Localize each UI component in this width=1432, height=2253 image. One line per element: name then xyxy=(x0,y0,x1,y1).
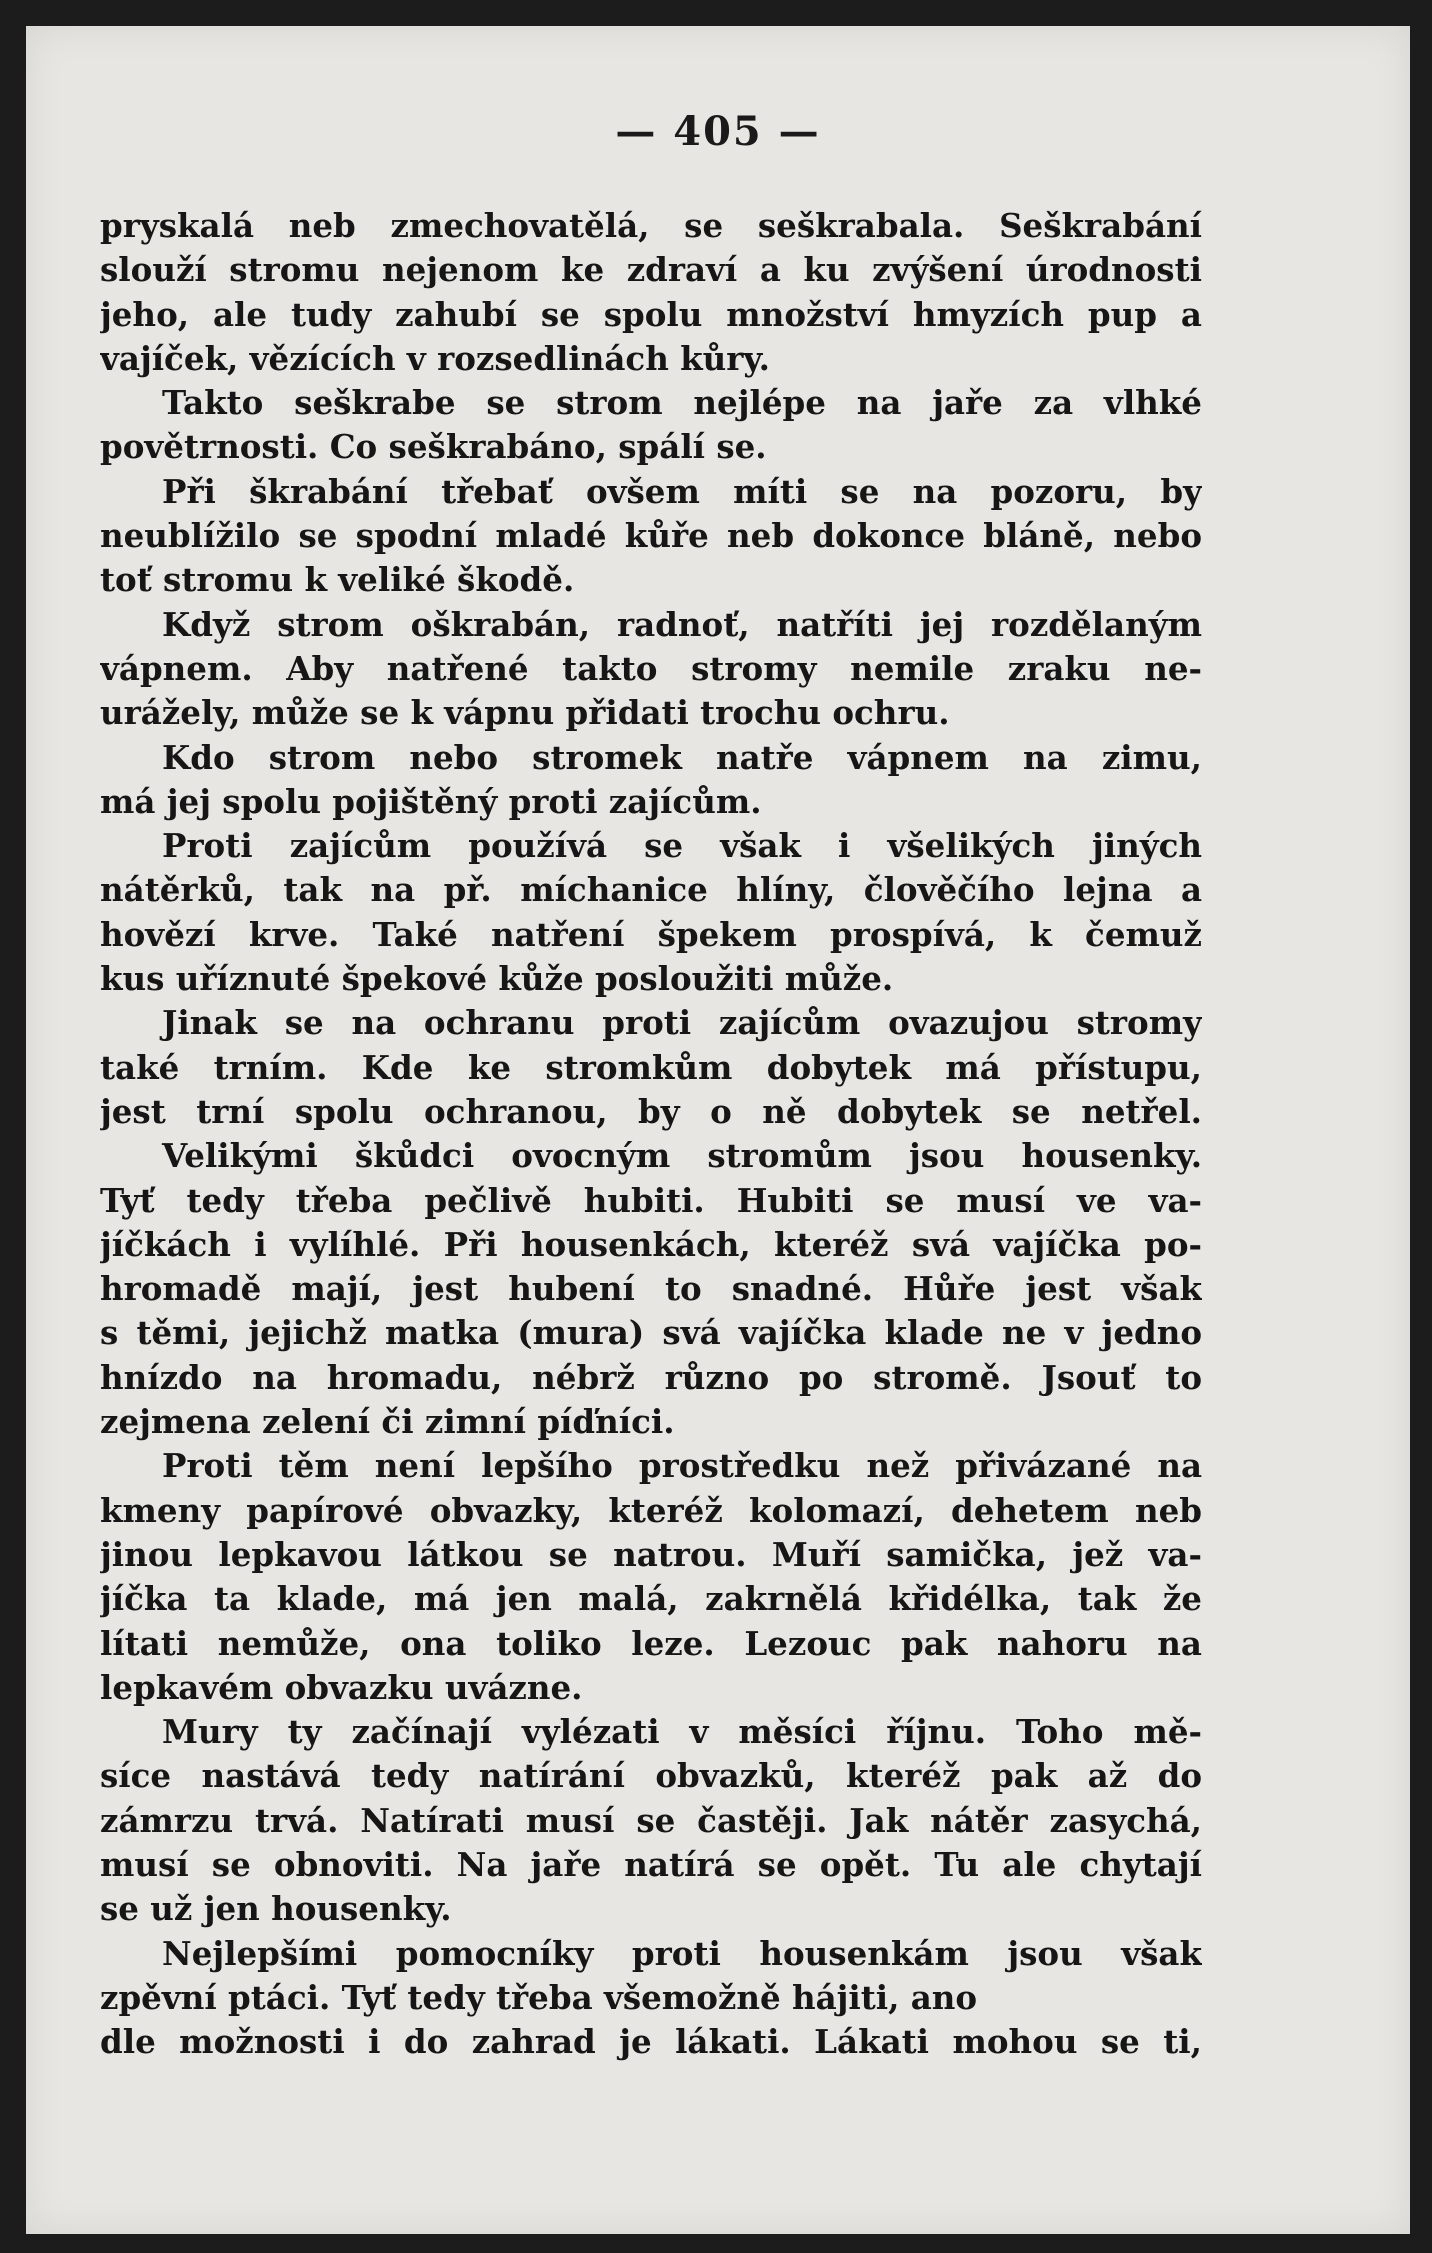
text-line: povětrnosti. Co seškrabáno, spálí se. xyxy=(100,427,767,467)
text-line: zámrzu trvá. Natírati musí se častěji. Jak nátěr zasychá, xyxy=(100,1800,1202,1840)
text-line: lepkavém obvazku uvázne. xyxy=(100,1667,583,1707)
text-line: Tyť tedy třeba pečlivě hubiti. Hubiti se musí ve va- xyxy=(100,1180,1202,1220)
scanned-page xyxy=(26,26,1410,2234)
text-line: hnízdo na hromadu, nébrž různo po stromě. Jsouť to xyxy=(100,1357,1202,1397)
text-line: kus uříznuté špekové kůže posloužiti může. xyxy=(100,959,894,999)
text-line: dle možnosti i do zahrad je lákati. Lákati mohou se ti, xyxy=(100,2022,1202,2062)
text-line: se už jen housenky. xyxy=(100,1889,452,1929)
text-line: zpěvní ptáci. Tyť tedy třeba všemožně hájiti, ano xyxy=(100,1977,978,2017)
text-line: Proti zajícům používá se však i všelikých jiných xyxy=(162,826,1202,866)
text-line: síce nastává tedy natírání obvazků, kteréž pak až do xyxy=(100,1756,1202,1796)
text-line: s těmi, jejichž matka (mura) svá vajíčka klade ne v jedno xyxy=(100,1313,1202,1353)
text-line: urážely, může se k vápnu přidati trochu ochru. xyxy=(100,693,950,733)
text-line: musí se obnoviti. Na jaře natírá se opět. Tu ale chytají xyxy=(100,1844,1202,1884)
text-line: vápnem. Aby natřené takto stromy nemile zraku ne- xyxy=(100,648,1202,688)
text-line: Mury ty začínají vylézati v měsíci říjnu. Toho mě- xyxy=(162,1712,1202,1752)
text-line: má jej spolu pojištěný proti zajícům. xyxy=(100,781,762,821)
text-line: Takto seškrabe se strom nejlépe na jaře za vlhké xyxy=(162,383,1202,423)
text-line: také trním. Kde ke stromkům dobytek má přístupu, xyxy=(100,1047,1202,1087)
text-line: hovězí krve. Také natření špekem prospívá, k čemuž xyxy=(100,914,1202,954)
text-line: toť stromu k veliké škodě. xyxy=(100,560,575,600)
text-line: Velikými škůdci ovocným stromům jsou housenky. xyxy=(162,1136,1202,1176)
text-line: nátěrků, tak na př. míchanice hlíny, člověčího lejna a xyxy=(100,870,1202,910)
text-line: jinou lepkavou látkou se natrou. Muří samička, jež va- xyxy=(100,1534,1202,1574)
text-line: jest trní spolu ochranou, by o ně dobytek se netřel. xyxy=(100,1091,1202,1131)
text-line: Kdo strom nebo stromek natře vápnem na zimu, xyxy=(162,737,1202,777)
text-line: kmeny papírové obvazky, kteréž kolomazí, dehetem neb xyxy=(100,1490,1202,1530)
text-line: Nejlepšími pomocníky proti housenkám jsou však xyxy=(162,1933,1202,1973)
text-line: Když strom oškrabán, radnoť, natříti jej rozdělaným xyxy=(162,604,1202,644)
text-line: zejmena zelení či zimní píďníci. xyxy=(100,1402,675,1442)
text-line: lítati nemůže, ona toliko leze. Lezouc pak nahoru na xyxy=(100,1623,1202,1663)
text-line: pryskalá neb zmechovatělá, se seškrabala. Seškrabání xyxy=(100,206,1202,245)
text-line: hromadě mají, jest hubení to snadné. Hůře jest však xyxy=(100,1269,1202,1309)
text-line: vajíček, vězících v rozsedlinách kůry. xyxy=(100,338,770,378)
text-line: jeho, ale tudy zahubí se spolu množství hmyzích pup a xyxy=(100,294,1202,334)
text-line: Proti těm není lepšího prostředku než přivázané na xyxy=(162,1446,1202,1486)
text-line: neublížilo se spodní mladé kůře neb dokonce bláně, nebo xyxy=(100,516,1202,556)
text-line: jíčka ta klade, má jen malá, zakrnělá křidélka, tak že xyxy=(100,1579,1202,1619)
text-line: Při škrabání třebať ovšem míti se na pozoru, by xyxy=(162,471,1202,511)
text-line: slouží stromu nejenom ke zdraví a ku zvýšení úrodnosti xyxy=(100,250,1202,290)
text-line: Jinak se na ochranu proti zajícům ovazujou stromy xyxy=(162,1003,1202,1043)
body-text xyxy=(100,204,1202,2064)
text-line: jíčkách i vylíhlé. Při housenkách, kteréž svá vajíčka po- xyxy=(100,1224,1202,1264)
page-number: — 405 — xyxy=(615,108,821,155)
